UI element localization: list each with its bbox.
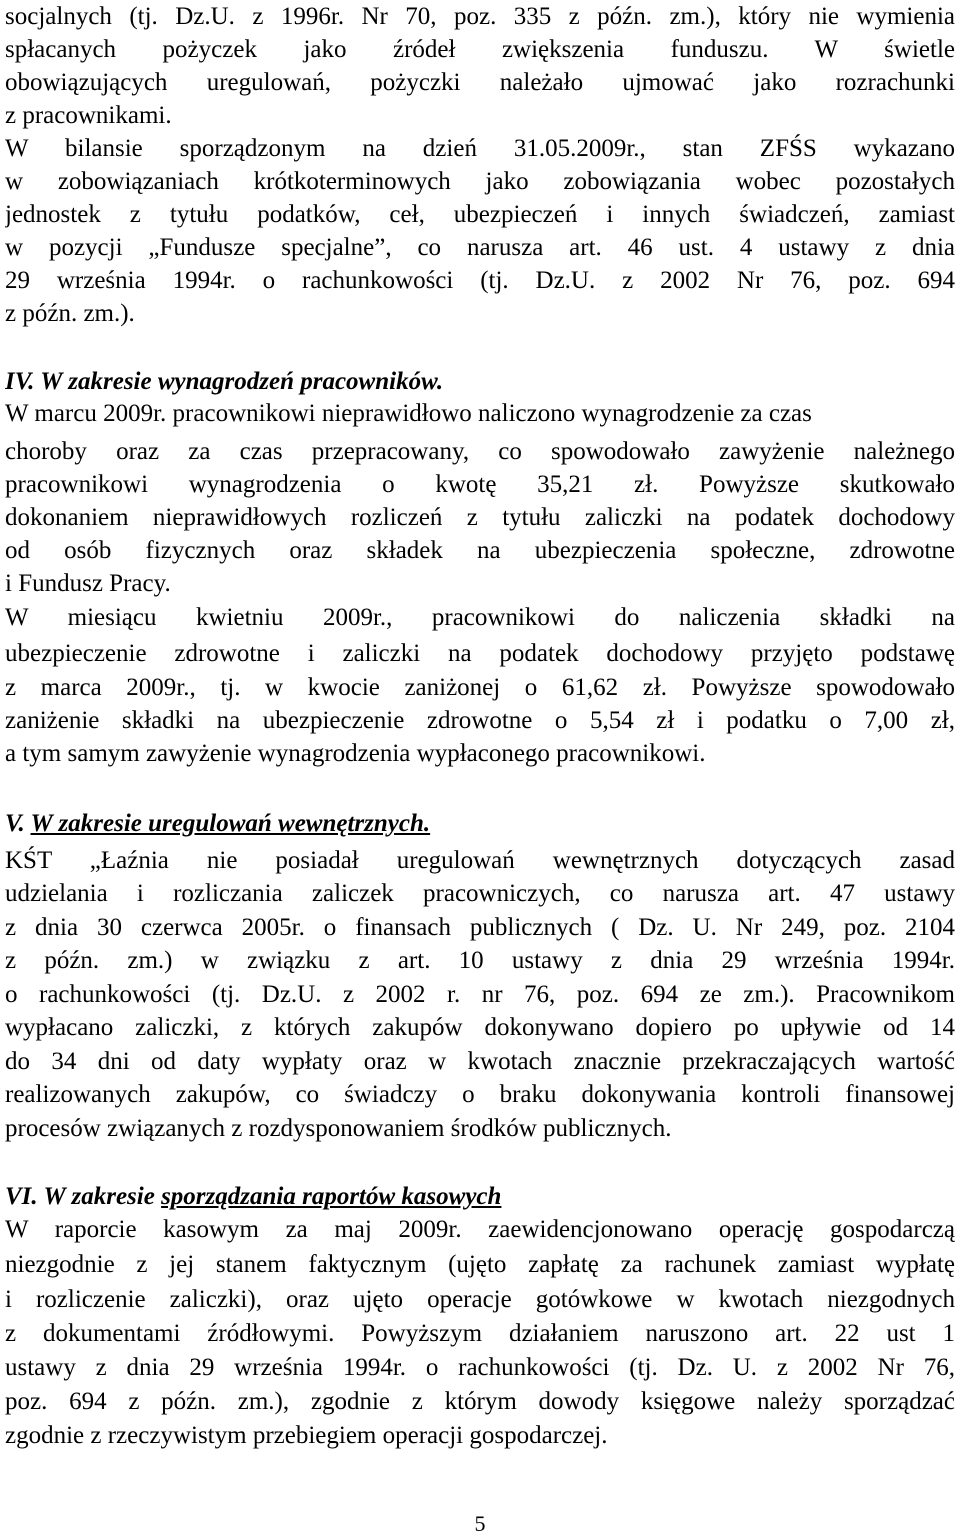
body-text-line: wypłacano zaliczki, z których zakupów dokonywano dopiero po upływie od 14 [5, 1014, 955, 1041]
body-text-line: realizowanych zakupów, co świadczy o braku dokonywania kontroli finansowej [5, 1081, 955, 1108]
body-text-line: obowiązujących uregulowań, pożyczki należało ujmować jako rozrachunki [5, 69, 955, 96]
section-title: W zakresie wynagrodzeń pracowników. [40, 368, 444, 395]
body-text-line: w zobowiązaniach krótkoterminowych jako zobowiązania wobec pozostałych [5, 168, 955, 195]
body-text-line: zgodnie z rzeczywistym przebiegiem operacji gospodarczej. [5, 1422, 608, 1449]
body-text-line: i rozliczenie zaliczki), oraz ujęto operacje gotówkowe w kwotach niezgodnych [5, 1286, 955, 1313]
section-heading-v [5, 807, 955, 841]
body-text-line: niezgodnie z jej stanem faktycznym (ujęto zapłatę za rachunek zamiast wypłatę [5, 1251, 955, 1278]
body-text-line: zaniżenie składki na ubezpieczenie zdrowotne o 5,54 zł i podatku o 7,00 zł, [5, 707, 955, 734]
body-text-line: W miesiącu kwietniu 2009r., pracownikowi do naliczenia składki na [5, 604, 955, 631]
section-title-prefix: W zakresie [43, 1183, 155, 1210]
body-text-line: z pracownikami. [5, 102, 172, 129]
body-text-line: dokonaniem nieprawidłowych rozliczeń z tytułu zaliczki na podatek dochodowy [5, 504, 955, 531]
section-number: IV. [5, 368, 35, 395]
body-text-line: KŚT „Łaźnia nie posiadał uregulowań wewnętrznych dotyczących zasad [5, 847, 955, 874]
section-heading-iv [5, 365, 955, 399]
page-number: 5 [474, 1511, 486, 1536]
body-text-line: ustawy z dnia 29 września 1994r. o rachunkowości (tj. Dz. U. z 2002 Nr 76, [5, 1354, 955, 1381]
section-heading-vi [5, 1180, 955, 1214]
section-number: V. [5, 810, 25, 837]
body-text-line: w pozycji „Fundusze specjalne”, co narusza art. 46 ust. 4 ustawy z dnia [5, 234, 955, 261]
body-text-line: socjalnych (tj. Dz.U. z 1996r. Nr 70, poz. 335 z późn. zm.), który nie wymienia [5, 3, 955, 30]
body-text-line: z dokumentami źródłowymi. Powyższym działaniem naruszono art. 22 ust 1 [5, 1320, 955, 1347]
body-text-line: choroby oraz za czas przepracowany, co spowodowało zawyżenie należnego [5, 438, 955, 465]
body-text-line: z późn. zm.). [5, 300, 135, 327]
body-text-line: udzielania i rozliczania zaliczek pracowniczych, co narusza art. 47 ustawy [5, 880, 955, 907]
section-title: W zakresie uregulowań wewnętrznych. [30, 810, 431, 837]
body-text-line: z późn. zm.) w związku z art. 10 ustawy z dnia 29 września 1994r. [5, 947, 955, 974]
body-text-line: od osób fizycznych oraz składek na ubezpieczenia społeczne, zdrowotne [5, 537, 955, 564]
body-text-line: o rachunkowości (tj. Dz.U. z 2002 r. nr 76, poz. 694 ze zm.). Pracownikom [5, 981, 955, 1008]
body-text-line: W marcu 2009r. pracownikowi nieprawidłowo naliczono wynagrodzenie za czas [5, 400, 812, 427]
body-text-line: ubezpieczenie zdrowotne i zaliczki na podatek dochodowy przyjęto podstawę [5, 640, 955, 667]
body-text-line: pracownikowi wynagrodzenia o kwotę 35,21 zł. Powyższe skutkowało [5, 471, 955, 498]
body-text-line: z dnia 30 czerwca 2005r. o finansach publicznych ( Dz. U. Nr 249, poz. 2104 [5, 914, 955, 941]
body-text-line: W raporcie kasowym za maj 2009r. zaewidencjonowano operację gospodarczą [5, 1216, 955, 1243]
body-text-line: i Fundusz Pracy. [5, 570, 171, 597]
body-text-line: a tym samym zawyżenie wynagrodzenia wypłaconego pracownikowi. [5, 740, 706, 767]
section-title: sporządzania raportów kasowych [161, 1183, 502, 1210]
body-text-line: spłacanych pożyczek jako źródeł zwiększenia funduszu. W świetle [5, 36, 955, 63]
body-text-line: z marca 2009r., tj. w kwocie zaniżonej o 61,62 zł. Powyższe spowodowało [5, 674, 955, 701]
body-text-line: procesów związanych z rozdysponowaniem środków publicznych. [5, 1115, 672, 1142]
body-text-line: poz. 694 z późn. zm.), zgodnie z którym dowody księgowe należy sporządzać [5, 1388, 955, 1415]
body-text-line: 29 września 1994r. o rachunkowości (tj. Dz.U. z 2002 Nr 76, poz. 694 [5, 267, 955, 294]
section-number: VI. [5, 1183, 38, 1210]
body-text-line: jednostek z tytułu podatków, ceł, ubezpieczeń i innych świadczeń, zamiast [5, 201, 955, 228]
body-text-line: W bilansie sporządzonym na dzień 31.05.2009r., stan ZFŚS wykazano [5, 135, 955, 162]
body-text-line: do 34 dni od daty wypłaty oraz w kwotach znacznie przekraczających wartość [5, 1048, 955, 1075]
